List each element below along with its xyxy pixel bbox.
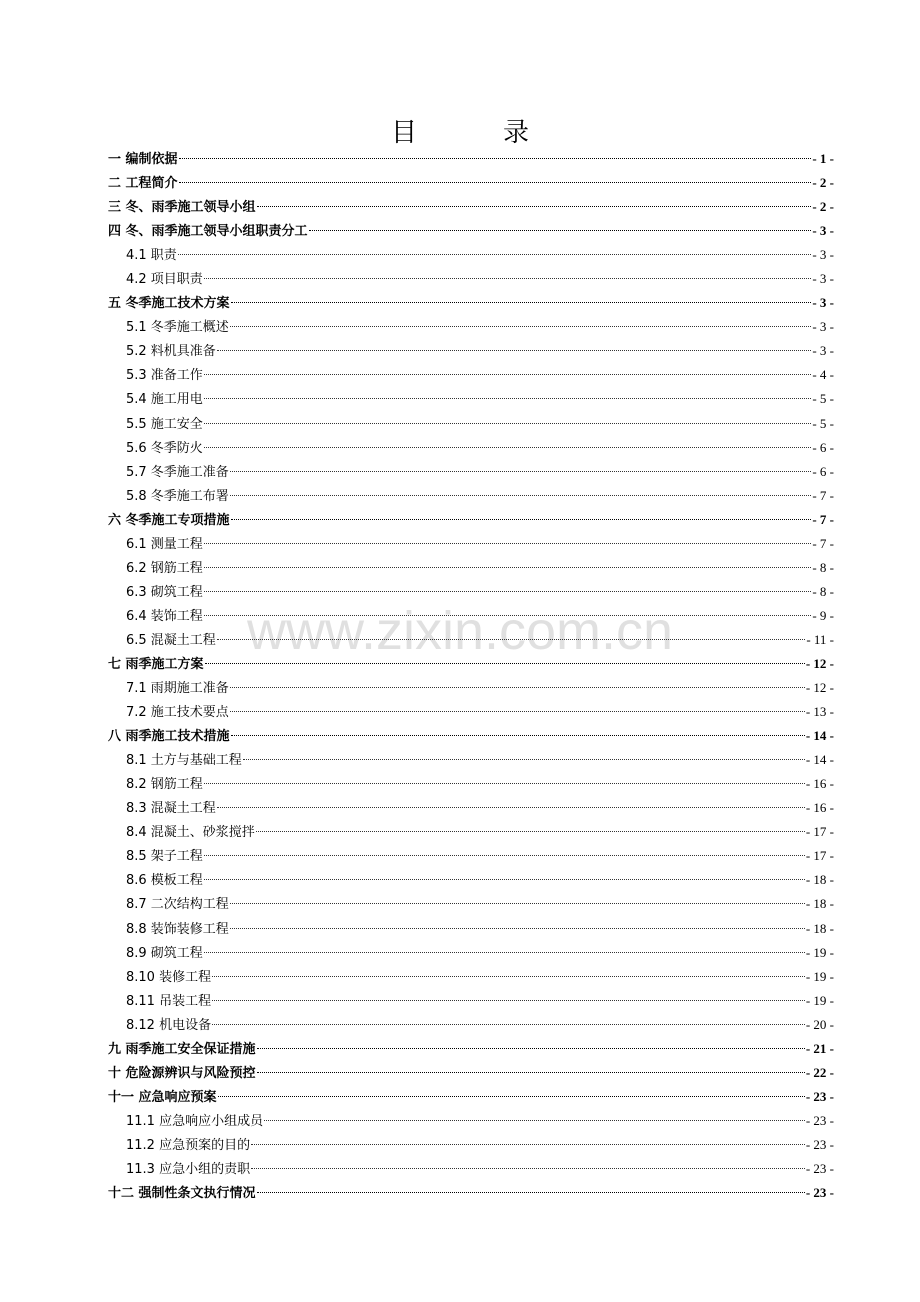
toc-subsection-entry[interactable]	[108, 243, 834, 267]
toc-dot-leader	[256, 830, 805, 832]
toc-entry-title: 5.4 施工用电	[126, 392, 203, 408]
toc-page-number: - 2 -	[812, 199, 834, 215]
toc-dot-leader	[230, 470, 812, 472]
watermark: www.zixin.com.cn	[246, 601, 674, 661]
toc-dot-leader	[251, 1167, 805, 1169]
toc-page-number: - 23 -	[805, 1136, 834, 1152]
toc-subsection-entry[interactable]	[108, 917, 834, 941]
toc-entry-title: 九 雨季施工安全保证措施	[108, 1041, 256, 1057]
toc-subsection-entry[interactable]	[108, 820, 834, 844]
toc-entry-title: 8.4 混凝土、砂浆搅拌	[126, 825, 255, 841]
toc-page-number: - 11 -	[806, 631, 834, 647]
toc-page-number: - 3 -	[812, 295, 834, 311]
toc-page-number: - 23 -	[805, 1088, 834, 1104]
toc-dot-leader	[204, 590, 812, 592]
toc-subsection-entry[interactable]	[108, 436, 834, 460]
toc-page-number: - 12 -	[805, 655, 834, 671]
toc-subsection-entry[interactable]	[108, 460, 834, 484]
toc-dot-leader	[251, 1143, 805, 1145]
toc-entry-title: 8.3 混凝土工程	[126, 801, 216, 817]
toc-dot-leader	[231, 734, 805, 736]
toc-subsection-entry[interactable]	[108, 339, 834, 363]
toc-dot-leader	[178, 253, 812, 255]
toc-entry-title: 四 冬、雨季施工领导小组职责分工	[108, 224, 308, 240]
toc-dot-leader	[212, 1023, 805, 1025]
toc-page-number: - 1 -	[812, 151, 834, 166]
toc-entry-title: 六 冬季施工专项措施	[108, 512, 230, 528]
toc-entry-title: 8.11 吊装工程	[126, 993, 212, 1009]
toc-section-entry[interactable]	[108, 724, 834, 748]
toc-entry-title: 11.2 应急预案的目的	[126, 1137, 251, 1153]
toc-page-number: - 3 -	[812, 271, 834, 287]
toc-entry-title: 7.1 雨期施工准备	[126, 681, 229, 697]
toc-page-number: - 16 -	[805, 800, 834, 816]
toc-dot-leader	[204, 854, 805, 856]
toc-entry-title: 6.5 混凝土工程	[126, 632, 216, 648]
toc-page-number: - 18 -	[805, 920, 834, 936]
toc-entry-title: 8.8 装饰装修工程	[126, 921, 229, 937]
toc-page-number: - 5 -	[812, 391, 834, 407]
toc-dot-leader	[218, 1095, 805, 1097]
toc-subsection-entry[interactable]	[108, 965, 834, 989]
toc-page-number: - 20 -	[805, 1016, 834, 1032]
toc-dot-leader	[217, 638, 806, 640]
toc-dot-leader	[230, 710, 805, 712]
toc-page-number: - 4 -	[812, 367, 834, 383]
toc-dot-leader	[230, 686, 805, 688]
toc-page-number: - 18 -	[805, 872, 834, 888]
toc-subsection-entry[interactable]	[108, 676, 834, 700]
toc-page-number: - 23 -	[805, 1185, 834, 1201]
toc-subsection-entry[interactable]	[108, 772, 834, 796]
toc-section-entry[interactable]	[108, 1181, 834, 1205]
toc-page-number: - 23 -	[805, 1112, 834, 1128]
toc-page-number: - 19 -	[805, 944, 834, 960]
toc-page-number: - 17 -	[805, 824, 834, 840]
toc-subsection-entry[interactable]	[108, 1157, 834, 1181]
toc-section-entry[interactable]	[108, 1085, 834, 1109]
toc-entry-title: 8.5 架子工程	[126, 849, 203, 865]
toc-entry-title: 十二 强制性条文执行情况	[108, 1186, 256, 1202]
toc-entry-title: 5.6 冬季防火	[126, 440, 203, 456]
toc-entry-title: 8.9 砌筑工程	[126, 945, 203, 961]
toc-dot-leader	[204, 446, 812, 448]
toc-entry-title: 五 冬季施工技术方案	[108, 296, 230, 312]
toc-dot-leader	[204, 542, 812, 544]
toc-section-entry[interactable]	[108, 147, 834, 171]
toc-entry-title: 4.1 职责	[126, 248, 177, 264]
toc-dot-leader	[204, 614, 812, 616]
toc-entry-title: 7.2 施工技术要点	[126, 705, 229, 721]
toc-entry-title: 11.1 应急响应小组成员	[126, 1113, 264, 1129]
toc-entry-title: 十一 应急响应预案	[108, 1089, 217, 1105]
toc-page-number: - 3 -	[812, 319, 834, 335]
toc-entry-title: 8.2 钢筋工程	[126, 777, 203, 793]
toc-page-number: - 3 -	[812, 247, 834, 263]
toc-dot-leader	[217, 349, 812, 351]
toc-entry-title: 5.5 施工安全	[126, 416, 203, 432]
toc-entry-title: 三 冬、雨季施工领导小组	[108, 200, 256, 216]
toc-subsection-entry[interactable]	[108, 844, 834, 868]
toc-subsection-entry[interactable]	[108, 1133, 834, 1157]
toc-dot-leader	[204, 782, 805, 784]
table-of-contents	[108, 147, 834, 1205]
toc-subsection-entry[interactable]	[108, 484, 834, 508]
page-title: 目 录	[390, 118, 559, 148]
toc-entry-title: 8.7 二次结构工程	[126, 897, 229, 913]
toc-entry-title: 11.3 应急小组的责职	[126, 1161, 251, 1177]
toc-section-entry[interactable]	[108, 1061, 834, 1085]
toc-page-number: - 6 -	[812, 439, 834, 455]
toc-page-number: - 16 -	[805, 776, 834, 792]
toc-entry-title: 8.1 土方与基础工程	[126, 753, 242, 769]
toc-entry-title: 5.7 冬季施工准备	[126, 464, 229, 480]
toc-page-number: - 14 -	[805, 752, 834, 768]
toc-page-number: - 7 -	[812, 487, 834, 503]
toc-subsection-entry[interactable]	[108, 604, 834, 628]
toc-page-number: - 6 -	[812, 463, 834, 479]
toc-entry-title: 一 编制依据	[108, 152, 178, 167]
toc-page-number: - 13 -	[805, 704, 834, 720]
toc-page-number: - 3 -	[812, 223, 834, 239]
toc-subsection-entry[interactable]	[108, 796, 834, 820]
toc-dot-leader	[204, 397, 812, 399]
toc-dot-leader	[230, 902, 805, 904]
toc-dot-leader	[179, 157, 812, 159]
toc-dot-leader	[264, 1119, 805, 1121]
toc-entry-title: 5.8 冬季施工布署	[126, 488, 229, 504]
toc-entry-title: 8.10 装修工程	[126, 969, 212, 985]
toc-section-entry[interactable]	[108, 508, 834, 532]
toc-entry-title: 5.2 料机具准备	[126, 344, 216, 360]
toc-entry-title: 5.1 冬季施工概述	[126, 320, 229, 336]
toc-page-number: - 3 -	[812, 343, 834, 359]
toc-page-number: - 18 -	[805, 896, 834, 912]
toc-entry-title: 6.4 装饰工程	[126, 608, 203, 624]
toc-dot-leader	[204, 422, 812, 424]
toc-dot-leader	[230, 325, 812, 327]
toc-entry-title: 5.3 准备工作	[126, 368, 203, 384]
toc-entry-title: 十 危险源辨识与风险预控	[108, 1065, 256, 1081]
toc-subsection-entry[interactable]	[108, 628, 834, 652]
toc-subsection-entry[interactable]	[108, 892, 834, 916]
toc-dot-leader	[204, 373, 812, 375]
toc-dot-leader	[217, 806, 805, 808]
toc-subsection-entry[interactable]	[108, 580, 834, 604]
toc-dot-leader	[179, 181, 812, 183]
toc-subsection-entry[interactable]	[108, 363, 834, 387]
toc-entry-title: 二 工程简介	[108, 176, 178, 192]
toc-subsection-entry[interactable]	[108, 315, 834, 339]
toc-subsection-entry[interactable]	[108, 748, 834, 772]
toc-page-number: - 9 -	[812, 607, 834, 623]
toc-dot-leader	[212, 999, 805, 1001]
toc-dot-leader	[231, 518, 812, 520]
toc-subsection-entry[interactable]	[108, 267, 834, 291]
toc-page-number: - 2 -	[812, 175, 834, 191]
toc-page-number: - 22 -	[805, 1064, 834, 1080]
toc-entry-title: 八 雨季施工技术措施	[108, 729, 230, 745]
toc-entry-title: 8.6 模板工程	[126, 873, 203, 889]
toc-page-number: - 12 -	[805, 680, 834, 696]
toc-page-number: - 8 -	[812, 559, 834, 575]
toc-dot-leader	[230, 927, 805, 929]
toc-dot-leader	[257, 1191, 805, 1193]
toc-dot-leader	[309, 229, 812, 231]
toc-entry-title: 6.1 测量工程	[126, 536, 203, 552]
toc-page-number: - 7 -	[812, 511, 834, 527]
toc-dot-leader	[204, 878, 805, 880]
toc-entry-title: 6.2 钢筋工程	[126, 560, 203, 576]
toc-dot-leader	[257, 1071, 805, 1073]
toc-subsection-entry[interactable]	[108, 412, 834, 436]
toc-entry-title: 6.3 砌筑工程	[126, 584, 203, 600]
toc-section-entry[interactable]	[108, 652, 834, 676]
toc-dot-leader	[204, 277, 812, 279]
toc-subsection-entry[interactable]	[108, 1013, 834, 1037]
toc-subsection-entry[interactable]	[108, 532, 834, 556]
toc-dot-leader	[204, 566, 812, 568]
toc-subsection-entry[interactable]	[108, 868, 834, 892]
toc-dot-leader	[230, 494, 812, 496]
toc-page-number: - 17 -	[805, 848, 834, 864]
toc-subsection-entry[interactable]	[108, 1109, 834, 1133]
toc-page-number: - 19 -	[805, 992, 834, 1008]
toc-subsection-entry[interactable]	[108, 989, 834, 1013]
toc-page-number: - 7 -	[812, 535, 834, 551]
toc-entry-title: 七 雨季施工方案	[108, 656, 204, 672]
toc-page-number: - 21 -	[805, 1040, 834, 1056]
toc-page-number: - 23 -	[805, 1160, 834, 1176]
toc-section-entry[interactable]	[108, 195, 834, 219]
toc-page-number: - 14 -	[805, 728, 834, 744]
toc-entry-title: 4.2 项目职责	[126, 272, 203, 288]
toc-section-entry[interactable]	[108, 171, 834, 195]
toc-subsection-entry[interactable]	[108, 556, 834, 580]
toc-dot-leader	[204, 951, 805, 953]
toc-dot-leader	[212, 975, 805, 977]
toc-dot-leader	[205, 662, 805, 664]
toc-entry-title: 8.12 机电设备	[126, 1017, 212, 1033]
toc-dot-leader	[257, 205, 812, 207]
toc-subsection-entry[interactable]	[108, 941, 834, 965]
toc-dot-leader	[231, 301, 812, 303]
toc-dot-leader	[257, 1047, 805, 1049]
toc-section-entry[interactable]	[108, 219, 834, 243]
toc-subsection-entry[interactable]	[108, 387, 834, 411]
toc-page-number: - 8 -	[812, 583, 834, 599]
toc-page-number: - 5 -	[812, 415, 834, 431]
toc-subsection-entry[interactable]	[108, 700, 834, 724]
toc-section-entry[interactable]	[108, 1037, 834, 1061]
toc-page-number: - 19 -	[805, 968, 834, 984]
toc-section-entry[interactable]	[108, 291, 834, 315]
toc-dot-leader	[243, 758, 805, 760]
